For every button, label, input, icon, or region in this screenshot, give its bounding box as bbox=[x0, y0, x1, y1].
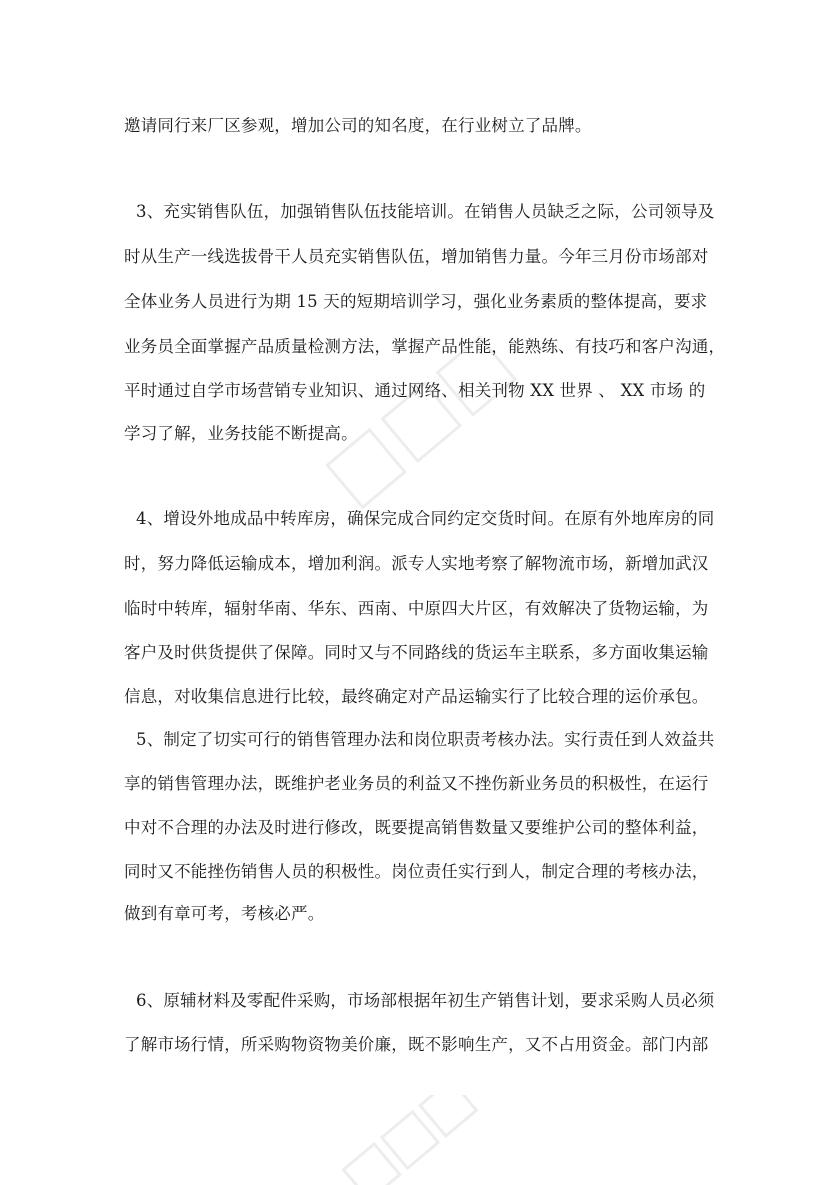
text-line: 客户及时供货提供了保障。同时又与不同路线的货运车主联系，多方面收集运输 bbox=[124, 643, 709, 662]
text-line: 中对不合理的办法及时进行修改，既要提高销售数量又要维护公司的整体利益， bbox=[124, 818, 709, 837]
text-line: 享的销售管理办法，既维护老业务员的利益又不挫伤新业务员的积极性，在运行 bbox=[124, 774, 709, 793]
paragraph-3-line: 3、充实销售队伍，加强销售队伍技能培训。在销售人员缺乏之际，公司领导及 bbox=[136, 202, 715, 221]
text-line: 平时通过自学市场营销专业知识、通过网络、相关刊物 XX 世界 、 XX 市场 的 bbox=[124, 381, 706, 400]
text-line: 临时中转库，辐射华南、华东、西南、中原四大片区，有效解决了货物运输，为 bbox=[124, 599, 709, 618]
watermark-logo bbox=[300, 300, 540, 540]
text-line: 了解市场行情，所采购物资物美价廉，既不影响生产，又不占用资金。部门内部 bbox=[124, 1035, 709, 1054]
paragraph-6-line: 6、原辅材料及零配件采购，市场部根据年初生产销售计划，要求采购人员必须 bbox=[136, 991, 715, 1010]
text-line: 时从生产一线选拔骨干人员充实销售队伍，增加销售力量。今年三月份市场部对 bbox=[124, 247, 709, 266]
watermark-logo-bottom bbox=[330, 1095, 490, 1185]
text-line: 同时又不能挫伤销售人员的积极性。岗位责任实行到人，制定合理的考核办法， bbox=[124, 862, 709, 881]
text-line: 全体业务人员进行为期 15 天的短期培训学习，强化业务素质的整体提高，要求 bbox=[124, 292, 708, 311]
text-line: 邀请同行来厂区参观，增加公司的知名度，在行业树立了品牌。 bbox=[124, 116, 592, 135]
text-line: 信息，对收集信息进行比较，最终确定对产品运输实行了比较合理的运价承包。 bbox=[124, 687, 709, 706]
text-line: 学习了解，业务技能不断提高。 bbox=[124, 424, 358, 443]
text-line: 做到有章可考，考核必严。 bbox=[124, 904, 325, 923]
paragraph-5-line: 5、制定了切实可行的销售管理办法和岗位职责考核办法。实行责任到人效益共 bbox=[136, 730, 715, 749]
text-line: 时，努力降低运输成本，增加利润。派专人实地考察了解物流市场，新增加武汉 bbox=[124, 554, 709, 573]
paragraph-4-line: 4、增设外地成品中转库房，确保完成合同约定交货时间。在原有外地库房的同 bbox=[136, 509, 715, 528]
text-line: 业务员全面掌握产品质量检测方法，掌握产品性能，能熟练、有技巧和客户沟通， bbox=[124, 337, 726, 356]
